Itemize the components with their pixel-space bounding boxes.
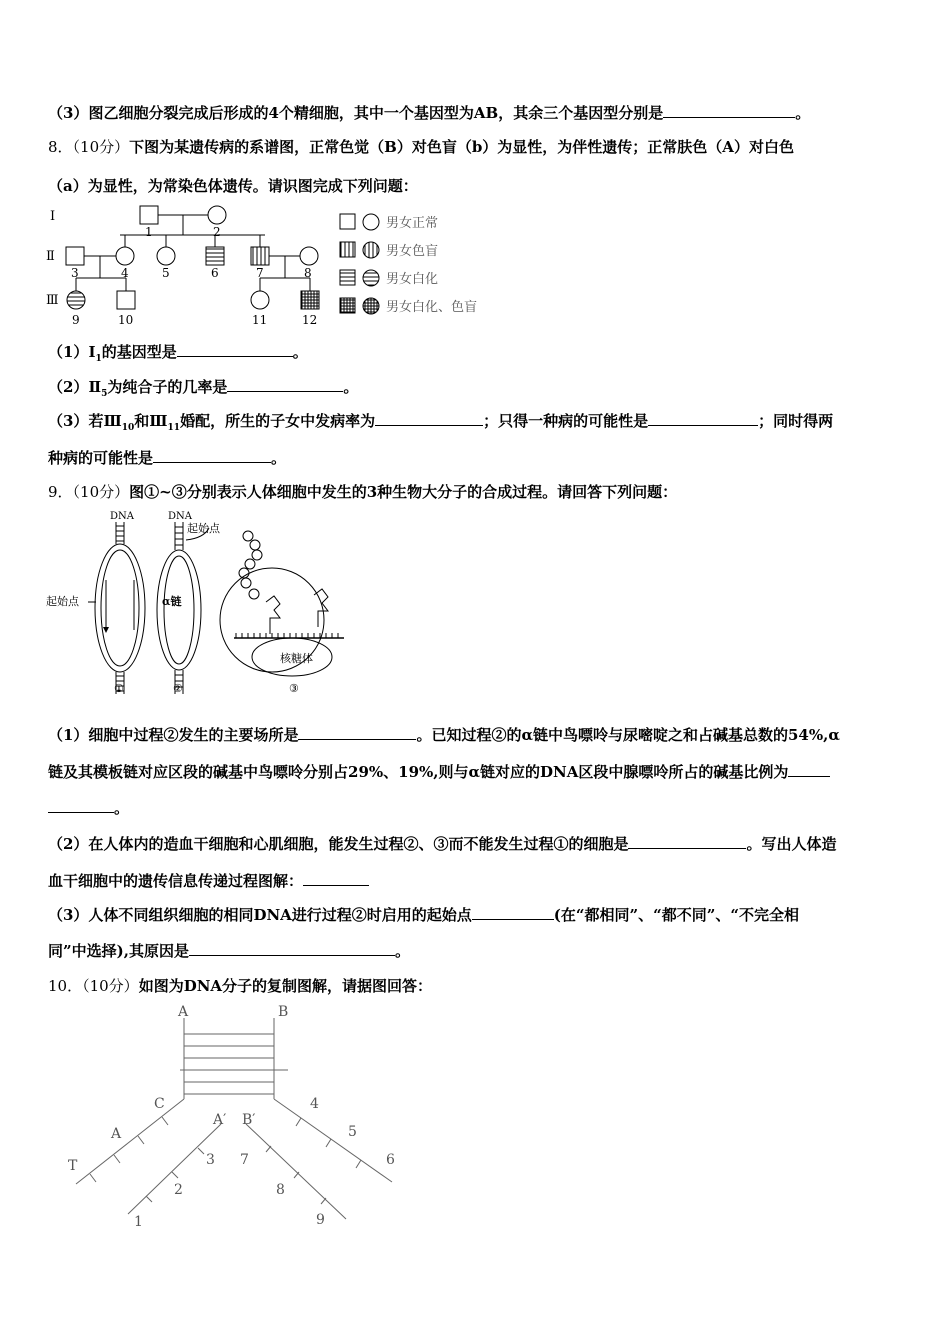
figure-number-1: ①	[114, 682, 124, 695]
generation-label: Ⅲ	[46, 293, 59, 308]
macromolecule-synthesis-figure	[44, 510, 364, 695]
individual-9	[67, 291, 85, 309]
q9-part2-line2: 血干细胞中的遗传信息传递过程图解：	[48, 871, 369, 891]
q8-stem-line2: （a）为显性，为常染色体遗传。请识图完成下列问题：	[48, 177, 418, 195]
number-label-5: 5	[348, 1124, 357, 1140]
individual-number: 11	[252, 313, 268, 327]
answer-blank[interactable]	[298, 725, 416, 740]
legend-albino-colorblind: 男女白化、色盲	[386, 300, 478, 315]
individual-number: 4	[121, 266, 129, 280]
individual-10	[117, 291, 135, 309]
q9-stem: 9．（10分）图①~③分别表示人体细胞中发生的3种生物大分子的合成过程。请回答下列问题：	[48, 483, 678, 501]
pedigree-chart	[40, 200, 510, 330]
strand-label-B-prime: B′	[242, 1112, 256, 1128]
answer-blank[interactable]	[189, 941, 395, 956]
legend-normal: 男女正常	[386, 216, 439, 231]
individual-7	[251, 247, 269, 265]
answer-blank[interactable]	[177, 342, 293, 357]
number-label-1: 1	[134, 1214, 143, 1230]
q9-part1-line1: （1）细胞中过程②发生的主要场所是 。已知过程②的α链中鸟嘌呤与尿嘧啶之和占碱基总数的54%,α	[48, 726, 840, 744]
legend-colorblind: 男女色盲	[386, 244, 439, 259]
individual-number: 5	[162, 266, 170, 280]
individual-11	[251, 291, 269, 309]
individual-12	[301, 291, 319, 309]
answer-blank[interactable]	[648, 411, 758, 426]
alpha-chain-label: α链	[162, 595, 182, 608]
q8-part2: $(2)Ⅱ_5$为纯合子的几率是 。	[48, 378, 359, 399]
q9-part2-line1: （2）在人体内的造血干细胞和心肌细胞，能发生过程②、③而不能发生过程①的细胞是 。写出人体造	[48, 835, 837, 853]
generation-label: Ⅱ	[46, 249, 55, 264]
individual-8	[300, 247, 318, 265]
answer-blank[interactable]	[788, 762, 830, 777]
dna-label-2: DNA	[168, 511, 192, 522]
number-label-9: 9	[316, 1212, 325, 1228]
q9-part1-line3: 。	[48, 798, 129, 818]
q7-part3: （3）图乙细胞分裂完成后形成的4个精细胞，其中一个基因型为AB，其余三个基因型分别是 。	[48, 104, 811, 122]
individual-number: 2	[213, 225, 221, 239]
number-label-6: 6	[386, 1152, 395, 1168]
individual-number: 10	[118, 313, 134, 327]
number-label-8: 8	[276, 1182, 285, 1198]
individual-2	[208, 206, 226, 224]
number-label-3: 3	[206, 1152, 215, 1168]
q8-part1: $(1)Ⅰ_1$的基因型是 。	[48, 343, 308, 364]
individual-4	[116, 247, 134, 265]
generation-label: Ⅰ	[50, 209, 56, 224]
individual-number: 12	[302, 313, 318, 327]
individual-1	[140, 206, 158, 224]
answer-blank[interactable]	[628, 834, 746, 849]
individual-6	[206, 247, 224, 265]
answer-blank[interactable]	[48, 798, 114, 813]
q8-stem-line1: 8．（10分）下图为某遗传病的系谱图，正常色觉（B）对色盲（b）为显性，为伴性遗传；正常肤色（A）对白色	[48, 138, 794, 156]
q9-part3-line2: 同”中选择),其原因是 。	[48, 942, 410, 960]
number-label-7: 7	[240, 1152, 249, 1168]
individual-number: 9	[72, 313, 80, 327]
base-label-C: C	[154, 1096, 165, 1112]
individual-number: 8	[304, 266, 312, 280]
q10-stem: 10．（10分）如图为DNA分子的复制图解，请据图回答：	[48, 977, 433, 995]
individual-number: 6	[211, 266, 219, 280]
q8-part3-line2: 种病的可能性是 。	[48, 449, 287, 467]
answer-blank[interactable]	[663, 103, 795, 118]
strand-label-A: A	[178, 1004, 189, 1020]
individual-5	[157, 247, 175, 265]
q9-part3-line1: （3）人体不同组织细胞的相同DNA进行过程②时启用的起始点 (在“都相同”、“都不同”、“不完全相	[48, 906, 800, 924]
figure-number-2: ②	[173, 682, 183, 695]
individual-number: 1	[145, 225, 153, 239]
individual-number: 7	[256, 266, 264, 280]
strand-label-A-prime: A′	[213, 1112, 227, 1128]
origin-label-2: 起始点	[187, 522, 220, 535]
base-label-T: T	[68, 1158, 78, 1174]
dna-label-1: DNA	[110, 511, 134, 522]
q9-part1-line2: 链及其模板链对应区段的碱基中鸟嘌呤分别占29%、19%,则与α链对应的DNA区段中腺嘌呤所占的碱基比例为	[48, 762, 830, 782]
answer-blank[interactable]	[472, 905, 554, 920]
base-label-A: A	[111, 1126, 122, 1142]
answer-blank[interactable]	[303, 871, 369, 886]
q8-part3-line1: （3）若$Ⅲ_{10}$和$Ⅲ_{11}$婚配，所生的子女中发病率为 ；只得一种病的可能性是 ；同时得两	[48, 412, 834, 433]
ribosome-label: 核糖体	[280, 652, 313, 665]
dna-replication-figure	[56, 1004, 416, 1234]
number-label-2: 2	[174, 1182, 183, 1198]
origin-label-1: 起始点	[46, 595, 79, 608]
answer-blank[interactable]	[375, 411, 483, 426]
answer-blank[interactable]	[153, 448, 271, 463]
figure-number-3: ③	[289, 682, 299, 695]
answer-blank[interactable]	[227, 377, 343, 392]
strand-label-B: B	[278, 1004, 289, 1020]
legend-albino: 男女白化	[386, 272, 439, 287]
individual-number: 3	[71, 266, 79, 280]
individual-3	[66, 247, 84, 265]
number-label-4: 4	[310, 1096, 319, 1112]
